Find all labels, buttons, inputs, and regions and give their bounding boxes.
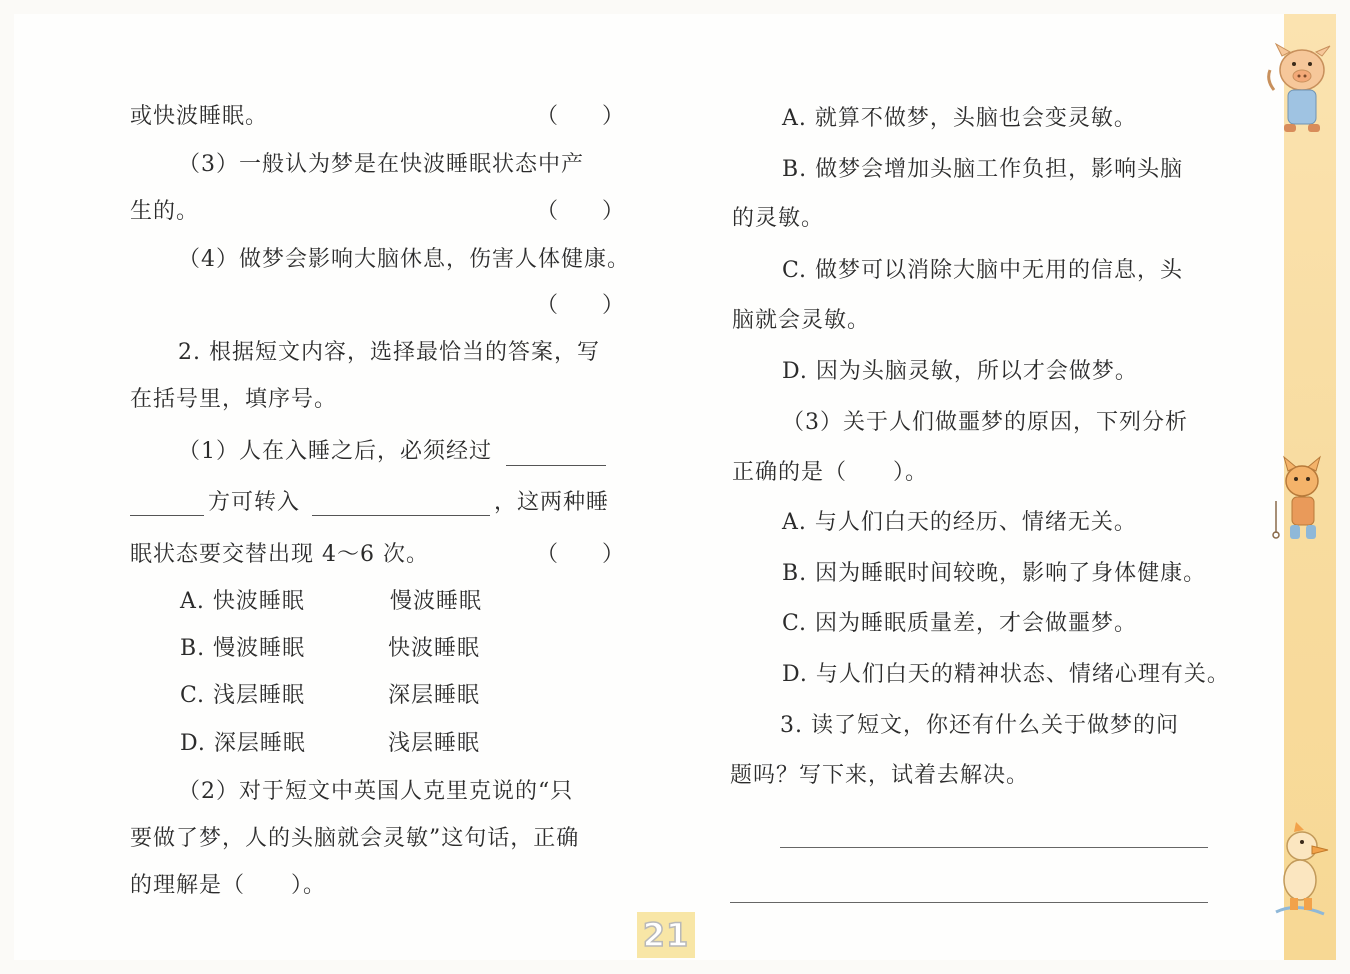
text-line: 在括号里，填序号。 (130, 387, 338, 412)
question-4: （4）做梦会影响大脑休息，伤害人体健康。 (178, 247, 630, 272)
choice-d: D. 因为头脑灵敏，所以才会做梦。 (782, 359, 1138, 384)
page-number: 21 (642, 916, 690, 954)
choice-d-3: D. 与人们白天的精神状态、情绪心理有关。 (782, 662, 1230, 687)
option-a: A. 快波睡眠 (180, 589, 305, 614)
text-line: 眠状态要交替出现 4～6 次。 (130, 542, 429, 567)
fox-mascot-icon (1266, 455, 1332, 551)
text-line: 的理解是（ ）。 (130, 873, 327, 898)
answer-line[interactable] (780, 847, 1208, 848)
answer-paren: （ ） (536, 199, 625, 224)
option-c: C. 浅层睡眠 (180, 683, 306, 708)
choice-b: B. 做梦会增加头脑工作负担，影响头脑 (782, 157, 1184, 182)
section-2-heading: 2. 根据短文内容，选择最恰当的答案，写 (178, 340, 600, 365)
choice-b-3: B. 因为睡眠时间较晚，影响了身体健康。 (782, 561, 1207, 586)
option-d-second: 浅层睡眠 (388, 731, 481, 756)
choice-c-3: C. 因为睡眠质量差，才会做噩梦。 (782, 611, 1138, 636)
fill-blank[interactable] (130, 515, 204, 516)
section-3-heading: 3. 读了短文，你还有什么关于做梦的问 (780, 713, 1179, 738)
text-line: 的灵敏。 (732, 206, 825, 231)
pig-mascot-icon (1262, 40, 1338, 140)
question-2: （2）对于短文中英国人克里克说的“只 (178, 779, 574, 804)
choice-a-3: A. 与人们白天的经历、情绪无关。 (782, 510, 1137, 535)
page-number-badge (637, 912, 695, 958)
answer-paren: （ ） (536, 293, 625, 318)
question-3-right: （3）关于人们做噩梦的原因，下列分析 (782, 410, 1188, 435)
choice-a: A. 就算不做梦，头脑也会变灵敏。 (782, 106, 1137, 131)
answer-paren: （ ） (536, 104, 625, 129)
text-line: 要做了梦，人的头脑就会灵敏”这句话，正确 (130, 826, 580, 851)
option-b: B. 慢波睡眠 (180, 636, 306, 661)
text-line: 生的。 (130, 199, 200, 224)
text-line: 正确的是（ ）。 (732, 460, 929, 485)
option-c-second: 深层睡眠 (388, 683, 481, 708)
text-line: ，这两种睡 (494, 490, 610, 515)
choice-c: C. 做梦可以消除大脑中无用的信息，头 (782, 258, 1184, 283)
text-line: 或快波睡眠。 (130, 104, 269, 129)
text-line: 题吗？写下来，试着去解决。 (730, 763, 1030, 788)
text-line: 方可转入 (208, 490, 301, 515)
fill-blank[interactable] (312, 515, 490, 516)
option-d: D. 深层睡眠 (180, 731, 306, 756)
question-1: （1）人在入睡之后，必须经过 (178, 439, 492, 464)
fill-blank[interactable] (506, 465, 606, 466)
answer-line[interactable] (730, 902, 1208, 903)
answer-paren: （ ） (536, 542, 625, 567)
question-3: （3）一般认为梦是在快波睡眠状态中产 (178, 152, 584, 177)
text-line: 脑就会灵敏。 (732, 308, 871, 333)
option-a-second: 慢波睡眠 (390, 589, 483, 614)
option-b-second: 快波睡眠 (388, 636, 481, 661)
duck-mascot-icon (1266, 822, 1336, 922)
